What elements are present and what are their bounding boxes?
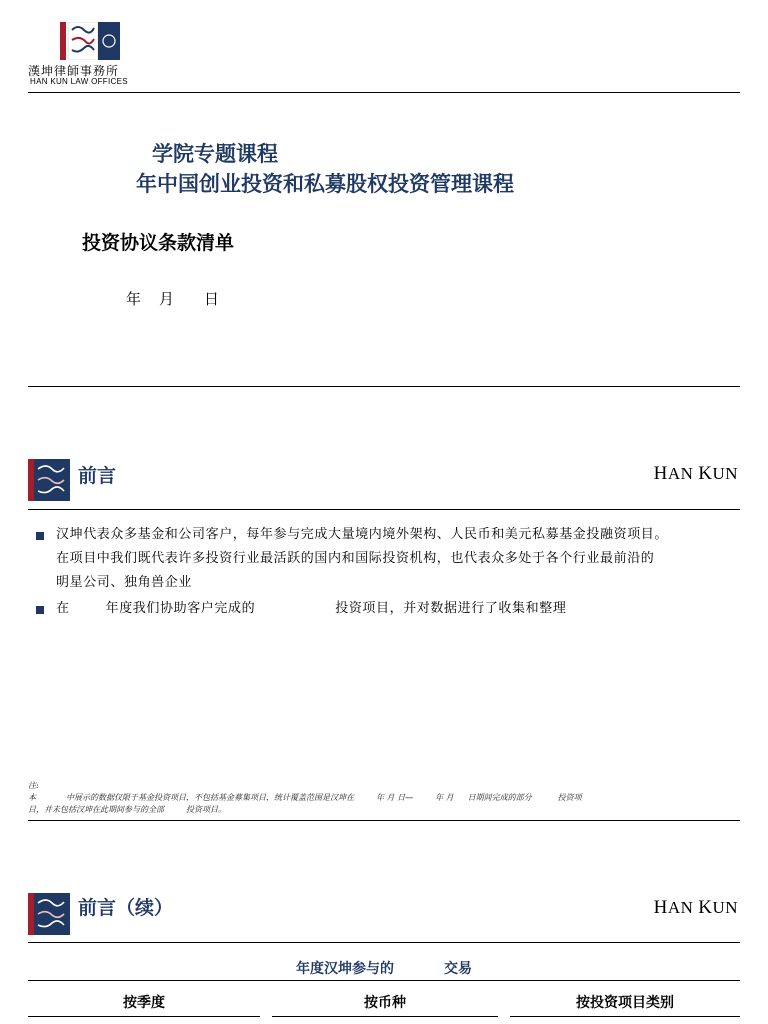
column-underline [510, 1016, 740, 1017]
bullet-text: 在 年度我们协助客户完成的 投资项目，并对数据进行了收集和整理 [56, 601, 567, 616]
table-top-rule [28, 980, 740, 981]
hankun-wordmark: HAN KUN [653, 897, 738, 918]
column-header-currency: 按币种 [364, 995, 406, 1011]
date-year: 年 [126, 290, 142, 308]
table-caption: 年度汉坤参与的 交易 [296, 961, 472, 977]
date-day: 日 [204, 290, 220, 308]
column-underline [272, 1016, 498, 1017]
column-header-quarter: 按季度 [123, 995, 165, 1011]
section-seal-icon [28, 893, 70, 935]
slide-title: 前言 [78, 465, 117, 487]
course-title-line1: 学院专题课程 [152, 141, 278, 166]
footnote-line: 目，并未包括汉坤在此期间参与的全部 投资项目。 [28, 805, 226, 814]
footnote-line: 本 中展示的数据仅限于基金投资项目，不包括基金募集项目，统计覆盖范围是汉坤在 年 月 日— 年 月 日期间完成的部分 投资项 [28, 793, 582, 802]
slide-title-divider [28, 509, 740, 510]
document-subtitle: 投资协议条款清单 [82, 232, 235, 254]
cover-date [126, 288, 237, 309]
header-divider [28, 92, 740, 93]
column-underline [28, 1016, 260, 1017]
slide-divider [28, 386, 740, 387]
slide-title: 前言（续） [78, 897, 174, 919]
slide-divider [28, 820, 740, 821]
firm-name-cn: 漢坤律師事務所 [28, 64, 120, 78]
bullet-line: 汉坤代表众多基金和公司客户，每年参与完成大量境内境外架构、人民币和美元私募基金投融资项目。 [56, 527, 669, 542]
footnote-label: 注: [28, 781, 39, 790]
firm-logo [28, 22, 138, 84]
hankun-wordmark: HAN KUN [653, 463, 738, 484]
slide-title-divider [28, 942, 740, 943]
date-month: 月 [159, 290, 175, 308]
bullet-line: 在项目中我们既代表许多投资行业最活跃的国内和国际投资机构，也代表众多处于各个行业最前沿的 [56, 551, 655, 566]
course-title-line2: 年中国创业投资和私募股权投资管理课程 [136, 171, 514, 196]
firm-seal-icon [56, 22, 122, 60]
bullet-text [56, 523, 746, 595]
footnote [28, 780, 740, 816]
column-header-category: 按投资项目类别 [576, 995, 674, 1011]
firm-name-en: HAN KUN LAW OFFICES [30, 77, 128, 86]
section-seal-icon [28, 459, 70, 501]
bullet-line: 明星公司、独角兽企业 [56, 575, 193, 590]
bullet-marker [36, 606, 44, 614]
bullet-marker [36, 532, 44, 540]
